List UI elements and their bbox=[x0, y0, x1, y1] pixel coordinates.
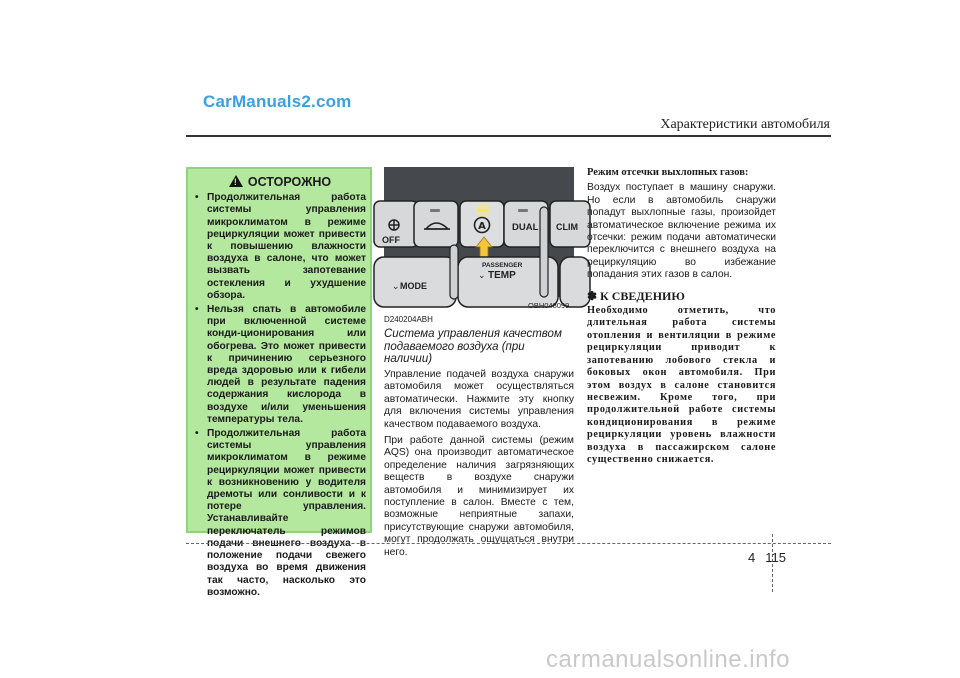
svg-text:A: A bbox=[478, 221, 486, 232]
page-header-title: Характеристики автомобиля bbox=[660, 117, 830, 132]
watermark-top: CarManuals2.com bbox=[203, 92, 352, 111]
section-code: D240204ABH bbox=[384, 315, 433, 324]
temp-label: TEMP bbox=[488, 270, 516, 281]
right-column bbox=[587, 167, 776, 466]
warning-triangle-icon bbox=[229, 175, 243, 187]
mode-label: MODE bbox=[400, 281, 427, 291]
fan-icon bbox=[389, 220, 399, 230]
off-label: OFF bbox=[382, 235, 400, 245]
warning-item: • Нельзя спать в автомобиле при включенной системе конди-ционирования или обогрева. Это может привести к причинению серьезного вреда здоровью или к гибели людей в результате падения содержания кислорода в воздухе и/или уменьшения температуры тела. bbox=[194, 304, 366, 426]
note-text: Необходимо отметить, что длительная работа системы отопления и вентиляции в режиме рециркуляции приводит к запотеванию лобового стекла и боковых окон автомобиля. При этом воздух в салоне становится несвежим. Кроме того, при продолжительной работе системы кондиционирования в режиме рециркуляции уровень влажности воздуха в пассажирском салоне существенно снижается. bbox=[587, 305, 776, 465]
section-number: 4 bbox=[748, 550, 756, 565]
clim-label: CLIM bbox=[556, 222, 578, 232]
section-heading: Режим отсечки выхлопных газов: bbox=[587, 167, 749, 178]
header-rule bbox=[186, 135, 831, 137]
page-number bbox=[748, 550, 786, 565]
control-panel-photo bbox=[382, 167, 578, 297]
watermark-bottom: carmanualsonline.info bbox=[546, 646, 790, 673]
chevron-down-icon: ⌄ bbox=[478, 271, 486, 281]
warning-list bbox=[194, 192, 366, 599]
warning-box bbox=[186, 167, 372, 598]
section-subtitle: Система управления качеством подаваемого воздуха (при наличии) bbox=[384, 328, 562, 366]
photo-caption: OBH048099 bbox=[528, 301, 570, 310]
warning-item: • Продолжительная работа системы управления микроклиматом в режиме рециркуляции может привести к возникновению у водителя дремоты или сонливости и к потере управления. Устанавливайте переключатель режимов подачи внешнего воздуха в положение подачи свежего воздуха во время движения так часто, насколько это возможно. bbox=[194, 428, 366, 599]
note-title: ✽ К СВЕДЕНИЮ bbox=[587, 288, 685, 303]
control-panel-illustration bbox=[382, 167, 578, 297]
dual-label: DUAL bbox=[512, 222, 539, 233]
paragraph: Управление подачей воздуха снаружи автомобиля может осуществляться автоматически. Нажмите эту кнопку для включения системы управления качеством подаваемого воздуха. bbox=[384, 368, 574, 430]
chevron-down-icon: ⌄ bbox=[392, 282, 400, 292]
warning-title: !ОСТОРОЖНО bbox=[194, 175, 366, 188]
page-number-value: 115 bbox=[765, 550, 786, 565]
warning-item: • Продолжительная работа системы управления микроклиматом в режиме рециркуляции может привести к повышению влажности воздуха в салоне, что может вызвать запотевание остекления и ухудшение обзора. bbox=[194, 192, 366, 302]
footer-rule bbox=[186, 543, 831, 544]
paragraph: При работе данной системы (режим AQS) она производит автоматическое определение наличия загрязняющих веществ в воздухе снаружи автомобиля и минимизирует их поступление в салон. Вместе с тем, возможные неприятные запахи, присутствующие снаружи автомобиля, могут продолжать ощущаться внутри него. bbox=[384, 434, 574, 558]
paragraph: Воздух поступает в машину снаружи. Но если в автомобиль снаружи попадут выхлопные газы, произойдет автоматическое включение режима их отсечки: режим подачи автоматически переключится с внешнего воздуха на рециркуляцию во избежание попадания этих газов в салон. bbox=[587, 182, 776, 281]
middle-column bbox=[384, 314, 574, 563]
passenger-label: PASSENGER bbox=[482, 262, 523, 269]
